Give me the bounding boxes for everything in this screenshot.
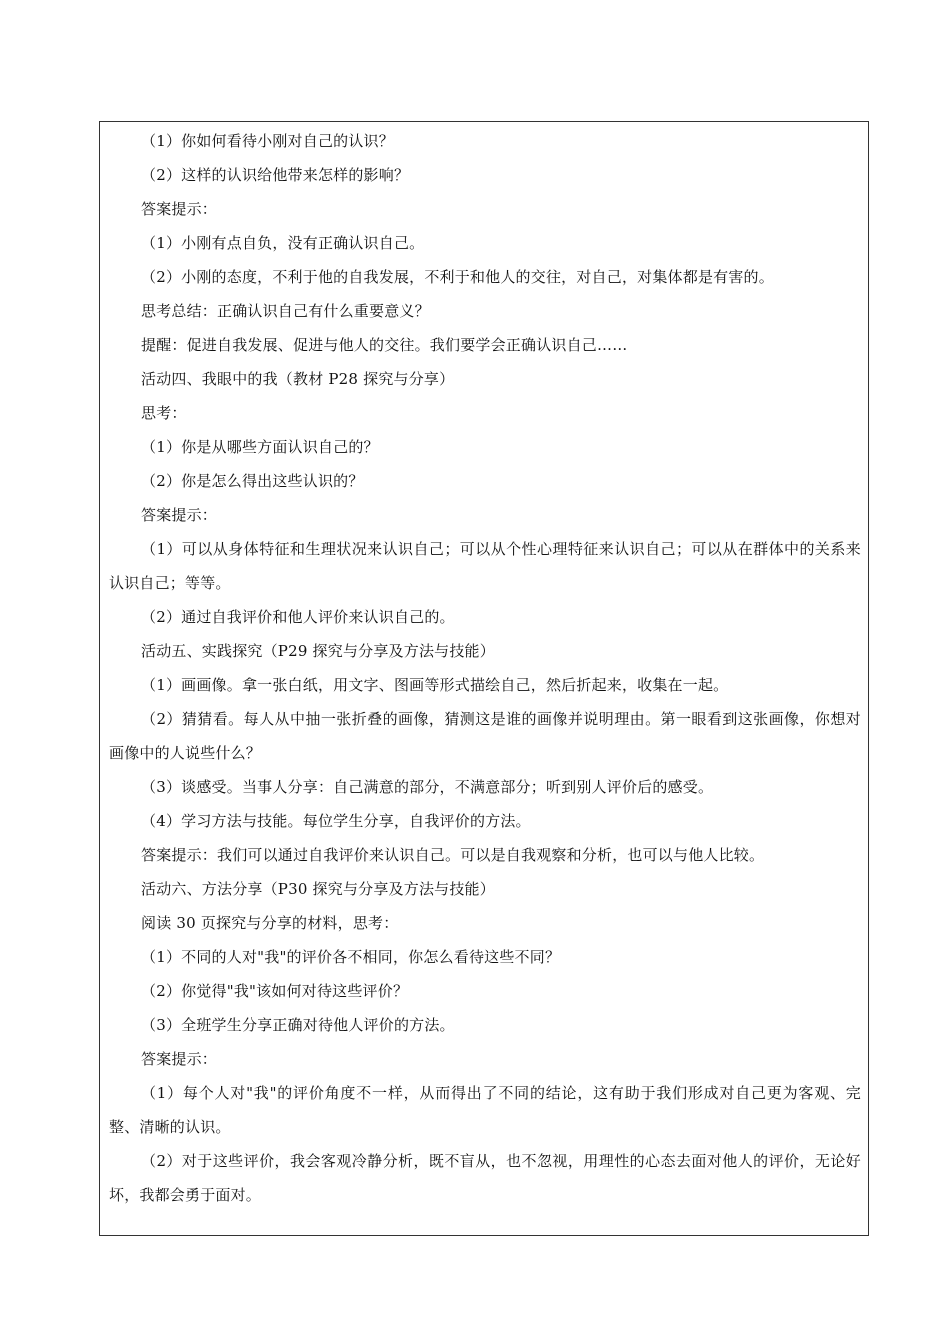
paragraph: 答案提示：我们可以通过自我评价来认识自己。可以是自我观察和分析，也可以与他人比较。: [141, 846, 765, 864]
paragraph: 答案提示：: [141, 506, 218, 524]
paragraph: （1）你如何看待小刚对自己的认识？: [141, 132, 394, 150]
paragraph: （2）你觉得"我"该如何对待这些评价？: [141, 982, 409, 1000]
section-heading: 活动四、我眼中的我（教材 P28 探究与分享）: [141, 370, 455, 388]
document-body: [109, 124, 861, 1212]
paragraph: （1）不同的人对"我"的评价各不相同，你怎么看待这些不同？: [141, 948, 561, 966]
section-heading: 活动五、实践探究（P29 探究与分享及方法与技能）: [141, 642, 495, 660]
paragraph: （2）猜猜看。每人从中抽一张折叠的画像，猜测这是谁的画像并说明理由。第一眼看到这张画像，你想对画像中的人说些什么？: [109, 710, 861, 762]
paragraph: （2）小刚的态度，不利于他的自我发展，不利于和他人的交往，对自己，对集体都是有害的。: [141, 268, 774, 286]
paragraph: （1）小刚有点自负，没有正确认识自己。: [141, 234, 425, 252]
paragraph: （2）你是怎么得出这些认识的？: [141, 472, 364, 490]
paragraph: （2）这样的认识给他带来怎样的影响？: [141, 166, 410, 184]
paragraph: 阅读 30 页探究与分享的材料，思考：: [141, 914, 399, 932]
paragraph: （2）通过自我评价和他人评价来认识自己的。: [141, 608, 455, 626]
paragraph: 提醒：促进自我发展、促进与他人的交往。我们要学会正确认识自己……: [141, 336, 628, 354]
document-table-cell: [99, 121, 869, 1236]
section-heading: 活动六、方法分享（P30 探究与分享及方法与技能）: [141, 880, 495, 898]
paragraph: （3）谈感受。当事人分享：自己满意的部分，不满意部分；听到别人评价后的感受。: [141, 778, 714, 796]
paragraph: （1）每个人对"我"的评价角度不一样，从而得出了不同的结论，这有助于我们形成对自己更为客观、完整、清晰的认识。: [109, 1084, 861, 1136]
paragraph: 思考总结：正确认识自己有什么重要意义？: [141, 302, 430, 320]
paragraph: （4）学习方法与技能。每位学生分享，自我评价的方法。: [141, 812, 531, 830]
paragraph: 答案提示：: [141, 200, 218, 218]
paragraph: 答案提示：: [141, 1050, 218, 1068]
paragraph: （1）你是从哪些方面认识自己的？: [141, 438, 379, 456]
paragraph: 思考：: [141, 404, 187, 422]
paragraph: （1）画画像。拿一张白纸，用文字、图画等形式描绘自己，然后折起来，收集在一起。: [141, 676, 729, 694]
paragraph: （1）可以从身体特征和生理状况来认识自己；可以从个性心理特征来认识自己；可以从在群体中的关系来认识自己；等等。: [109, 540, 861, 592]
paragraph: （2）对于这些评价，我会客观冷静分析，既不盲从，也不忽视，用理性的心态去面对他人的评价，无论好坏，我都会勇于面对。: [109, 1152, 861, 1204]
paragraph: （3）全班学生分享正确对待他人评价的方法。: [141, 1016, 455, 1034]
